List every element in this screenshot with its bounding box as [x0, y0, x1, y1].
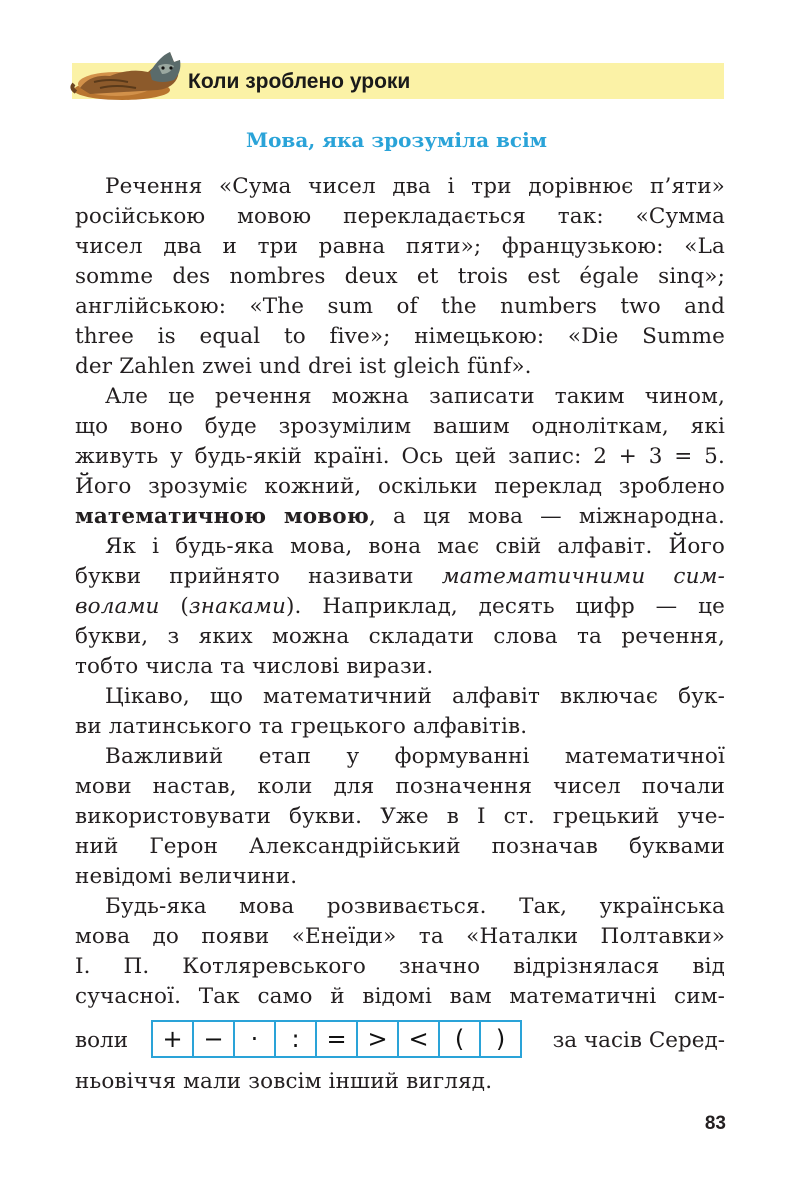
text-line: використовувати букви. Уже в I ст. грецький уче- [75, 804, 725, 829]
text-line: ний Герон Александрійський позначав буквами [75, 834, 725, 859]
text-line [75, 502, 725, 532]
text-segment: ). Наприклад, десять цифр — це [286, 594, 725, 619]
header-title: Коли зроблено уроки [188, 70, 411, 93]
symbols-row [75, 1020, 725, 1060]
text-line: somme des nombres deux et trois est égale sinq»; [75, 264, 725, 289]
italic-term: волами [75, 594, 160, 619]
text-line: чисел два и три равна пяти»; французькою: «La [75, 234, 725, 259]
text-line: що воно буде зрозумілим вашим одноліткам, які [75, 414, 725, 439]
text-line: der Zahlen zwei und drei ist gleich fünf». [75, 354, 532, 379]
text-line: three is equal to five»; німецькою: «Die Summe [75, 324, 725, 349]
symbols-after-text: за часів Серед- [552, 1028, 725, 1053]
last-line: ньовіччя мали зовсім інший вигляд. [75, 1069, 493, 1094]
italic-term: математичними сим- [441, 564, 726, 589]
text-segment: букви прийнято називати [75, 564, 442, 589]
text-line: сучасної. Так само й відомі вам математичні сим- [75, 984, 725, 1009]
text-line: Будь-яка мова розвивається. Так, українська [105, 894, 725, 919]
text-line: І. П. Котляревського значно відрізнялася від [75, 954, 725, 979]
text-line: англійською: «The sum of the numbers two and [75, 294, 725, 319]
math-symbol-cell: < [399, 1022, 440, 1056]
math-symbol-cell: : [276, 1022, 317, 1056]
math-symbol-cell: ( [440, 1022, 481, 1056]
math-symbol-cell: + [153, 1022, 194, 1056]
math-symbol-cell: = [317, 1022, 358, 1056]
text-line: тобто числа та числові вирази. [75, 654, 434, 679]
text-segment: ( [159, 594, 189, 619]
text-line: мова до появи «Енеїди» та «Наталки Полтавки» [75, 924, 725, 949]
text-line [75, 562, 725, 592]
page-number: 83 [704, 1113, 726, 1134]
text-line: живуть у будь-якій країні. Ось цей запис: 2 + 3 = 5. [75, 444, 725, 469]
text-line [75, 592, 725, 622]
symbols-before-text: воли [75, 1028, 129, 1053]
section-title: Мова, яка зрозуміла всім [245, 128, 548, 152]
cat-icon [70, 38, 188, 102]
italic-term: знаками [188, 594, 286, 619]
math-symbol-cell: · [235, 1022, 276, 1056]
text-line: мови настав, коли для позначення чисел почали [75, 774, 725, 799]
text-line: ви латинського та грецького алфавітів. [75, 714, 528, 739]
math-symbol-cell: − [194, 1022, 235, 1056]
text-line: Речення «Сума чисел два і три дорівнює п’яти» [105, 174, 725, 199]
bold-term: математичною мовою [75, 504, 369, 529]
text-line: букви, з яких можна складати слова та речення, [75, 624, 725, 649]
text-line: Цікаво, що математичний алфавіт включає бук- [105, 684, 725, 709]
text-line: Важливий етап у формуванні математичної [105, 744, 725, 769]
math-symbols-table [151, 1020, 522, 1058]
math-symbol-cell: > [358, 1022, 399, 1056]
text-line: російською мовою перекладається так: «Сумма [75, 204, 725, 229]
text-segment: , а ця мова — міжнародна. [368, 504, 725, 529]
text-line: невідомі величини. [75, 864, 298, 889]
text-line: Як і будь-яка мова, вона має свій алфавіт. Його [105, 534, 725, 559]
math-symbol-cell: ) [495, 1025, 506, 1053]
text-line: Але це речення можна записати таким чином, [105, 384, 725, 409]
text-line: Його зрозуміє кожний, оскільки переклад зроблено [75, 474, 725, 499]
